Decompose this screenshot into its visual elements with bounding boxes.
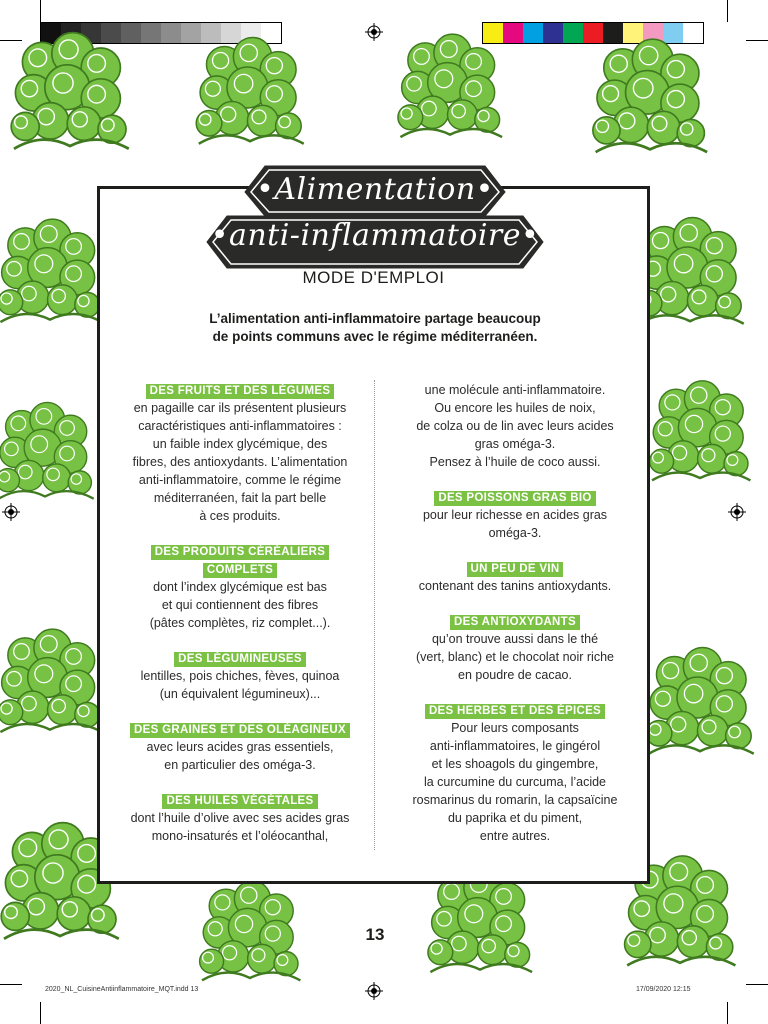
crop-mark (746, 40, 768, 41)
crop-mark (727, 1002, 728, 1024)
crop-mark (40, 1002, 41, 1024)
crop-mark (746, 984, 768, 985)
crop-mark (727, 0, 728, 22)
cauliflower-icon (190, 870, 310, 990)
slug-date: 17/09/2020 12:15 (636, 986, 691, 993)
crop-mark (0, 984, 22, 985)
food-section (115, 381, 365, 525)
color-swatch (543, 23, 563, 43)
gray-swatch (141, 23, 161, 43)
section-heading: COMPLETS (203, 563, 277, 578)
registration-mark-icon (728, 503, 746, 521)
section-text: dont l’index glycémique est bas et qui contiennent des fibres (pâtes complètes, riz complet...). (149, 580, 331, 630)
title-line-1: •Alimentation• (256, 172, 494, 207)
food-section (390, 559, 640, 595)
color-swatch (563, 23, 583, 43)
section-heading: DES HUILES VÉGÉTALES (162, 794, 317, 809)
section-heading: DES ANTIOXYDANTS (450, 615, 580, 630)
food-section (390, 488, 640, 542)
column-divider (374, 380, 375, 850)
food-section (390, 612, 640, 684)
section-text: avec leurs acides gras essentiels, en particulier des oméga-3. (146, 740, 334, 772)
section-text: lentilles, pois chiches, fèves, quinoa (un équivalent légumineux)... (140, 669, 340, 701)
subtitle: MODE D'EMPLOI (302, 268, 445, 287)
registration-mark-icon (365, 23, 383, 41)
section-heading: DES LÉGUMINEUSES (174, 652, 306, 667)
section-text: qu’on trouve aussi dans le thé (vert, blanc) et le chocolat noir riche en poudre de cacao. (415, 632, 614, 682)
section-heading: DES GRAINES ET DES OLÉAGINEUX (130, 723, 350, 738)
color-swatch (523, 23, 543, 43)
cauliflower-icon (582, 27, 718, 163)
intro-text: L’alimentation anti-inflammatoire partage beaucoup de points communs avec le régime méditerranéen. (209, 311, 541, 344)
section-heading: DES HERBES ET DES ÉPICES (425, 704, 605, 719)
food-section (115, 542, 365, 632)
slug-filename: 2020_NL_CuisineAntiinflammatoire_MQT.indd 13 (45, 986, 199, 993)
cauliflower-icon (0, 208, 112, 332)
section-heading: DES POISSONS GRAS BIO (434, 491, 595, 506)
continuation-text: une molécule anti-inflammatoire. Ou encore les huiles de noix, de colza ou de lin avec leurs acides gras oméga-3. Pensez à l’huile de coco aussi. (416, 383, 614, 469)
left-column (115, 381, 365, 862)
section-text: contenant des tanins antioxydants. (418, 579, 612, 593)
cauliflower-icon (0, 392, 103, 508)
right-column (390, 381, 640, 862)
cauliflower-icon (0, 618, 112, 742)
section-heading: DES FRUITS ET DES LÉGUMES (146, 384, 335, 399)
section-text: pour leur richesse en acides gras oméga-3. (422, 508, 608, 540)
page-number: 13 (365, 925, 385, 944)
section-text: en pagaille car ils présentent plusieurs caractéristiques anti-inflammatoires : un faible index glycémique, des fibres, des antioxydants. L’alimentation anti-inflammatoire, comme le régime méditerranéen, fait la part belle à ces produits. (132, 401, 348, 523)
cauliflower-icon (640, 370, 760, 490)
food-section (115, 791, 365, 845)
section-text: Pour leurs composants anti-inflammatoires, le gingérol et les shoagols du gingembre, la curcumine du curcuma, l’acide rosmarinus du romarin, la capsaïcine du paprika et du piment, entre autres. (412, 721, 618, 843)
section-heading: UN PEU DE VIN (467, 562, 564, 577)
crop-mark (40, 0, 41, 22)
gray-swatch (161, 23, 181, 43)
section-heading: DES PRODUITS CÉRÉALIERS (151, 545, 329, 560)
cauliflower-icon (0, 20, 140, 160)
cauliflower-icon (388, 23, 512, 147)
continuation-block (390, 381, 640, 471)
food-section (390, 701, 640, 845)
title-line-2: •anti-inflammatoire• (210, 218, 540, 253)
cauliflower-icon (186, 26, 314, 154)
registration-mark-icon (365, 982, 383, 1000)
food-section (115, 720, 365, 774)
cauliflower-icon (636, 636, 764, 764)
food-section (115, 649, 365, 703)
section-text: dont l’huile d’olive avec ses acides gras mono-insaturés et l’oléocanthal, (130, 811, 350, 843)
